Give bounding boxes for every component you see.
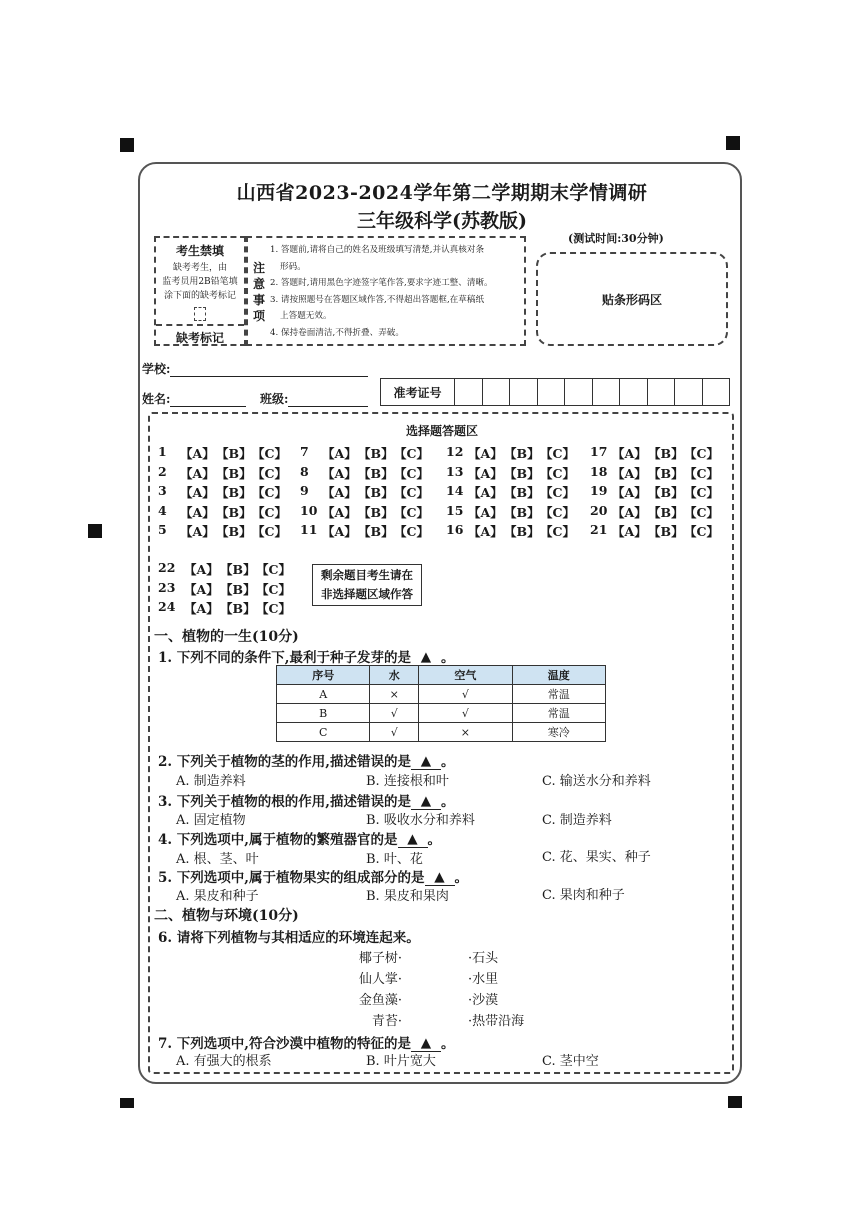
question-number: 4	[158, 502, 167, 518]
answer-bubble[interactable]: 【B】	[648, 485, 684, 500]
question-4: 4. 下列选项中,属于植物的繁殖器官的是 ▲ 。	[158, 831, 441, 848]
answer-bubble[interactable]: 【C】	[540, 446, 575, 461]
q6-plant[interactable]: 青苔·	[371, 1014, 402, 1029]
answer-bubble[interactable]: 【C】	[684, 446, 719, 461]
answer-bubble[interactable]: 【A】	[612, 504, 647, 520]
question-number: 13	[446, 463, 464, 479]
question-number: 5	[158, 522, 167, 537]
q4-option-c: C. 花、果实、种子	[542, 850, 651, 865]
question-number: 12	[446, 444, 464, 459]
answer-blank[interactable]: ▲	[411, 793, 441, 810]
answer-bubble[interactable]: 【A】	[180, 465, 215, 481]
answer-bubble[interactable]: 【B】	[358, 524, 394, 539]
q5-option-c: C. 果肉和种子	[542, 888, 625, 903]
section-2-heading: 二、植物与环境(10分)	[154, 908, 299, 924]
answer-bubble[interactable]: 【C】	[394, 465, 429, 481]
q4-option-b: B. 叶、花	[366, 852, 423, 867]
answer-bubble[interactable]: 【C】	[252, 504, 287, 520]
answer-bubble[interactable]: 【A】	[468, 485, 503, 500]
question-6: 6. 请将下列植物与其相适应的环境连起来。	[158, 930, 420, 946]
answer-bubble[interactable]: 【A】	[612, 524, 647, 539]
answer-bubble[interactable]: 【A】	[184, 601, 219, 616]
exam-title: 山西省2023-2024学年第二学期期末学情调研	[236, 182, 648, 204]
answer-blank[interactable]: ▲	[398, 831, 428, 848]
q6-plant[interactable]: 椰子树·	[358, 951, 402, 966]
answer-bubble[interactable]: 【B】	[358, 504, 394, 520]
answer-blank[interactable]: ▲	[411, 753, 441, 770]
absence-heading: 考生禁填	[175, 244, 224, 258]
answer-bubble[interactable]: 【B】	[216, 485, 252, 500]
question-3: 3. 下列关于植物的根的作用,描述错误的是 ▲ 。	[158, 793, 455, 810]
answer-bubble[interactable]: 【C】	[540, 485, 575, 500]
question-number: 22	[158, 560, 176, 575]
answer-bubble[interactable]: 【B】	[216, 504, 252, 520]
answer-bubble[interactable]: 【B】	[216, 524, 252, 539]
answer-bubble[interactable]: 【A】	[180, 524, 215, 539]
answer-bubble[interactable]: 【C】	[256, 601, 291, 616]
answer-bubble[interactable]: 【C】	[394, 524, 429, 539]
question-number: 18	[590, 463, 608, 479]
answer-bubble[interactable]: 【C】	[256, 581, 291, 597]
section-1-heading: 一、植物的一生(10分)	[154, 629, 299, 645]
conditions-table: 序号 水 空气 温度 A × √ 常温 B √ √ 常温 C √ × 寒冷	[276, 665, 606, 742]
answer-bubble[interactable]: 【A】	[612, 446, 647, 461]
registration-mark	[120, 1098, 134, 1108]
q6-plant[interactable]: 金鱼藻·	[358, 993, 402, 1008]
question-number: 16	[446, 522, 464, 537]
q3-option-a: A. 固定植物	[176, 813, 246, 828]
answer-bubble[interactable]: 【C】	[540, 504, 575, 520]
answer-bubble[interactable]: 【C】	[252, 485, 287, 500]
q6-environment[interactable]: ·热带沿海	[468, 1014, 525, 1029]
registration-mark	[726, 136, 740, 150]
answer-bubble[interactable]: 【B】	[220, 601, 256, 616]
answer-bubble[interactable]: 【A】	[612, 465, 647, 481]
answer-bubble[interactable]: 【B】	[648, 446, 684, 461]
q6-environment[interactable]: ·沙漠	[468, 993, 499, 1008]
answer-bubble[interactable]: 【C】	[394, 446, 429, 461]
question-number: 7	[300, 444, 309, 459]
question-number: 10	[300, 502, 318, 518]
barcode-area: 贴条形码区	[536, 252, 728, 346]
answer-bubble[interactable]: 【A】	[180, 485, 215, 500]
q7-option-a: A. 有强大的根系	[176, 1054, 272, 1069]
answer-bubble[interactable]: 【B】	[216, 446, 252, 461]
remaining-note: 剩余题目考生请在 非选择题区域作答	[312, 564, 422, 606]
q7-option-c: C. 茎中空	[542, 1054, 599, 1069]
question-number: 3	[158, 483, 167, 498]
choice-area-title: 选择题答题区	[405, 424, 478, 438]
question-number: 11	[300, 522, 318, 537]
q3-option-c: C. 制造养料	[542, 813, 612, 828]
q2-option-c: C. 输送水分和养料	[542, 774, 651, 789]
absence-mark-label: 缺考标记	[175, 331, 224, 345]
answer-bubble[interactable]: 【C】	[394, 504, 429, 520]
absence-instructions: 缺考考生，由 监考员用2B铅笔填 涂下面的缺考标记	[162, 263, 238, 301]
answer-bubble[interactable]: 【A】	[322, 485, 357, 500]
question-number: 1	[158, 444, 167, 459]
answer-bubble[interactable]: 【A】	[612, 485, 647, 500]
answer-bubble[interactable]: 【B】	[220, 581, 256, 597]
answer-bubble[interactable]: 【B】	[220, 562, 256, 577]
question-5: 5. 下列选项中,属于植物果实的组成部分的是 ▲ 。	[158, 869, 468, 886]
question-number: 8	[300, 463, 309, 479]
question-2: 2. 下列关于植物的茎的作用,描述错误的是 ▲ 。	[158, 753, 455, 770]
answer-bubble[interactable]: 【B】	[504, 446, 540, 461]
question-7: 7. 下列选项中,符合沙漠中植物的特征的是 ▲ 。	[158, 1035, 455, 1052]
q7-option-b: B. 叶片宽大	[366, 1054, 436, 1069]
question-1: 1. 下列不同的条件下,最利于种子发芽的是 ▲ 。	[158, 649, 455, 666]
answer-blank[interactable]: ▲	[425, 869, 455, 886]
answer-bubble[interactable]: 【A】	[322, 465, 357, 481]
question-number: 17	[590, 444, 608, 459]
test-time: (测试时间:30分钟)	[568, 232, 664, 245]
answer-bubble[interactable]: 【B】	[358, 485, 394, 500]
registration-mark	[120, 138, 134, 152]
registration-mark	[728, 1096, 742, 1108]
answer-bubble[interactable]: 【B】	[358, 446, 394, 461]
question-number: 20	[590, 502, 608, 518]
q3-option-b: B. 吸收水分和养料	[366, 813, 475, 828]
answer-bubble[interactable]: 【C】	[540, 524, 575, 539]
answer-bubble[interactable]: 【B】	[358, 465, 394, 481]
q5-option-a: A. 果皮和种子	[176, 889, 259, 904]
answer-bubble[interactable]: 【A】	[184, 562, 219, 577]
notes-text: 1. 答题前,请将自己的姓名及班级填写清楚,并认真核对条 形码。 2. 答题时,请用黑色字迹签字笔作答,要求字迹工整、清晰。 3. 请按照题号在答题区域作答,不得超出答题框,在草稿纸 上答题无效。 4. 保持卷面清洁,不得折叠、弄破。	[270, 245, 493, 338]
answer-bubble[interactable]: 【C】	[540, 465, 575, 481]
answer-bubble[interactable]: 【A】	[322, 524, 357, 539]
answer-bubble[interactable]: 【A】	[184, 581, 219, 597]
q2-option-b: B. 连接根和叶	[366, 774, 449, 789]
exam-number-box[interactable]	[380, 378, 730, 406]
answer-bubble[interactable]: 【C】	[684, 504, 719, 520]
answer-bubble[interactable]: 【B】	[504, 524, 540, 539]
q5-option-b: B. 果皮和果肉	[366, 889, 449, 904]
answer-bubble[interactable]: 【C】	[252, 446, 287, 461]
q6-environment[interactable]: ·水里	[468, 972, 499, 987]
answer-bubble[interactable]: 【B】	[504, 485, 540, 500]
answer-bubble[interactable]: 【A】	[468, 465, 503, 481]
question-number: 14	[446, 483, 464, 498]
answer-bubble[interactable]: 【A】	[322, 504, 357, 520]
answer-bubble[interactable]: 【A】	[180, 446, 215, 461]
notes-label: 注 意 事 项	[252, 261, 265, 323]
answer-bubble[interactable]: 【B】	[504, 465, 540, 481]
q6-environment[interactable]: ·石头	[468, 951, 499, 966]
exam-number-label: 准考证号	[381, 379, 455, 405]
registration-mark	[88, 524, 102, 538]
answer-bubble[interactable]: 【C】	[394, 485, 429, 500]
answer-sheet	[138, 162, 742, 1084]
answer-bubble[interactable]: 【C】	[684, 465, 719, 481]
answer-bubble[interactable]: 【C】	[684, 524, 719, 539]
answer-blank[interactable]: ▲	[411, 649, 441, 666]
answer-blank[interactable]: ▲	[411, 1035, 441, 1052]
question-number: 9	[300, 483, 309, 498]
answer-bubble[interactable]: 【C】	[252, 524, 287, 539]
exam-subtitle: 三年级科学(苏教版)	[357, 210, 527, 232]
q6-plant[interactable]: 仙人掌·	[358, 972, 402, 987]
question-number: 19	[590, 483, 608, 498]
class-field[interactable]: 班级:	[260, 390, 368, 407]
answer-bubble[interactable]: 【C】	[252, 465, 287, 481]
question-number: 21	[590, 522, 608, 537]
answer-bubble[interactable]: 【A】	[468, 504, 503, 520]
answer-bubble[interactable]: 【A】	[468, 446, 503, 461]
notes-box	[246, 236, 526, 346]
answer-bubble[interactable]: 【B】	[648, 504, 684, 520]
absence-mark-checkbox[interactable]	[194, 307, 206, 321]
answer-bubble[interactable]: 【B】	[216, 465, 252, 481]
question-number: 23	[158, 579, 176, 595]
answer-bubble[interactable]: 【C】	[684, 485, 719, 500]
school-field[interactable]: 学校:	[142, 360, 368, 377]
answer-bubble[interactable]: 【C】	[256, 562, 291, 577]
answer-bubble[interactable]: 【A】	[322, 446, 357, 461]
question-number: 15	[446, 502, 464, 518]
q2-option-a: A. 制造养料	[176, 774, 246, 789]
answer-bubble[interactable]: 【B】	[648, 465, 684, 481]
answer-bubble[interactable]: 【B】	[504, 504, 540, 520]
name-field[interactable]: 姓名:	[142, 390, 246, 407]
answer-bubble[interactable]: 【A】	[180, 504, 215, 520]
absence-box	[154, 236, 246, 346]
q4-option-a: A. 根、茎、叶	[176, 852, 259, 867]
answer-bubble[interactable]: 【A】	[468, 524, 503, 539]
question-number: 24	[158, 599, 176, 614]
question-number: 2	[158, 463, 167, 479]
answer-bubble[interactable]: 【B】	[648, 524, 684, 539]
